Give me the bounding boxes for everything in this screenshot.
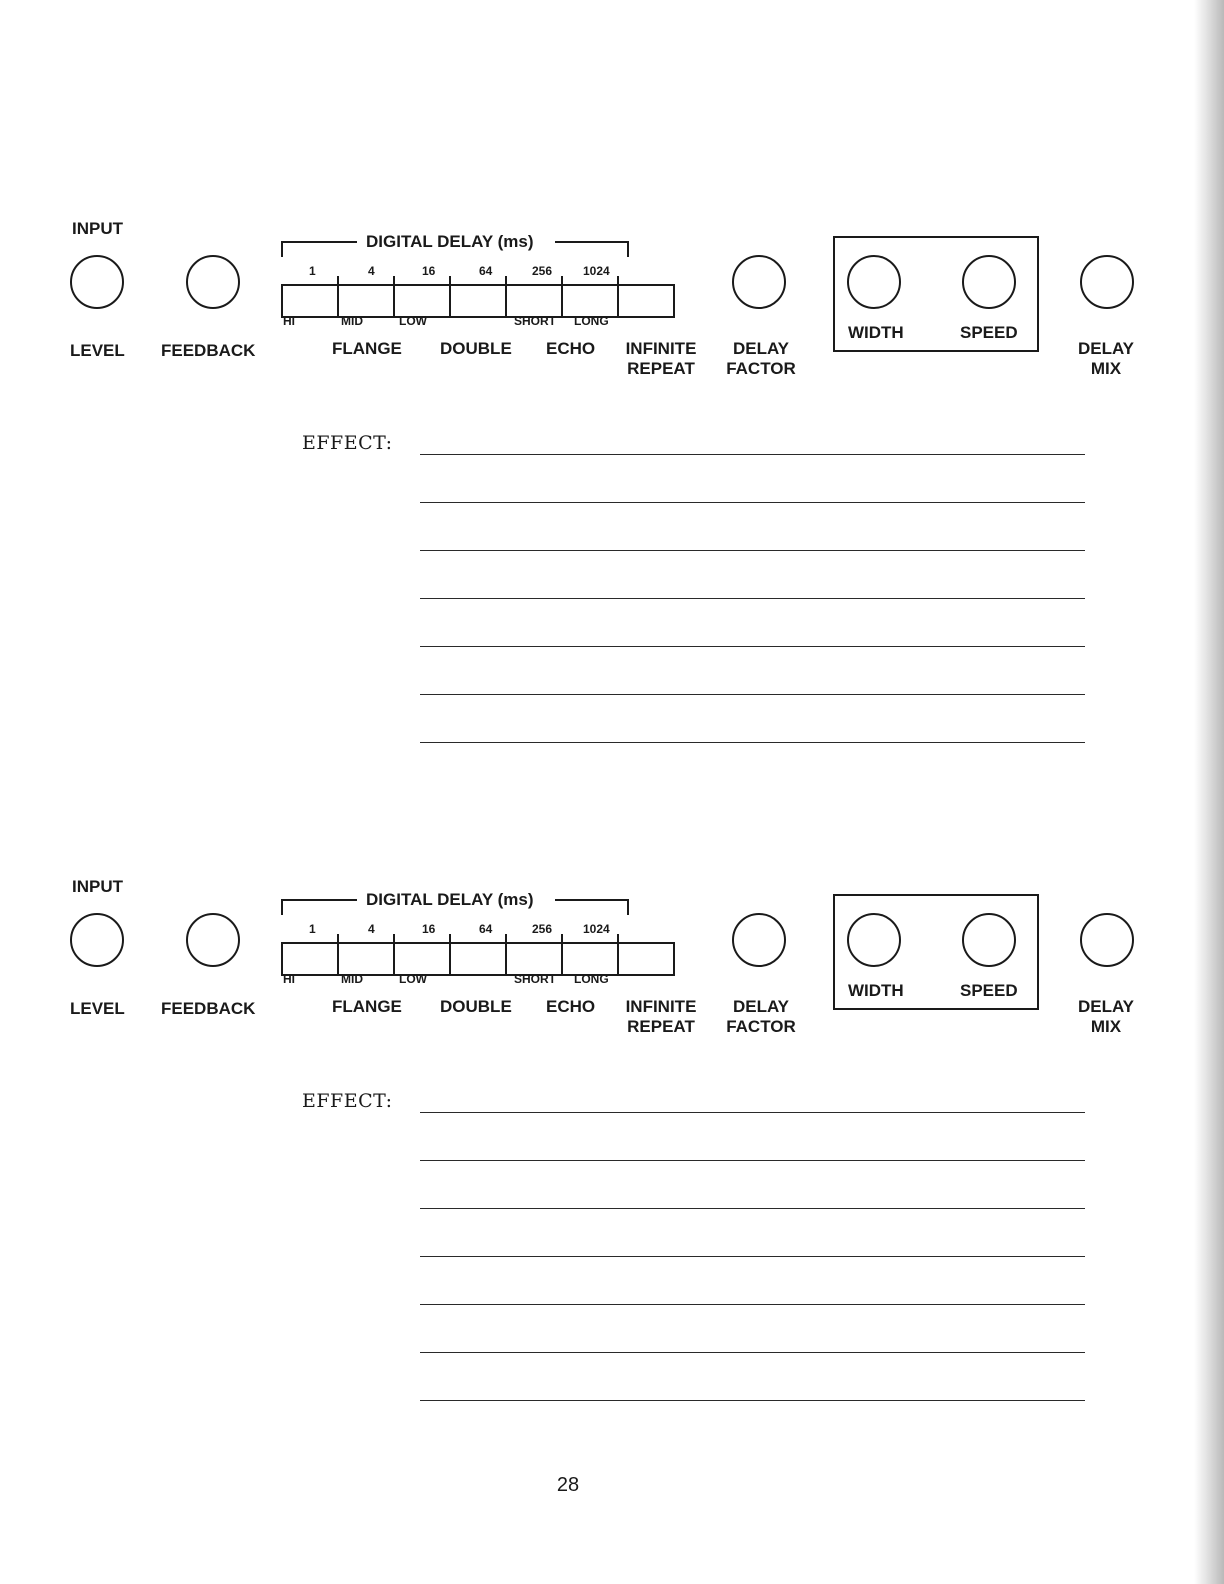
width-knob[interactable] <box>847 255 901 309</box>
delay-button[interactable] <box>619 944 675 974</box>
range-label-low: LOW <box>399 972 427 986</box>
digital-delay-title: DIGITAL DELAY (ms) <box>366 890 534 909</box>
effect-panel-2 <box>0 868 1224 1468</box>
feedback-label: FEEDBACK <box>161 341 256 360</box>
delay-value: 4 <box>368 922 375 936</box>
delay-button-bar <box>281 942 675 976</box>
effect-write-line[interactable] <box>420 502 1085 503</box>
delay-button[interactable] <box>283 286 339 316</box>
range-label-low: LOW <box>399 314 427 328</box>
effect-write-line[interactable] <box>420 694 1085 695</box>
delay-factor-knob[interactable] <box>732 255 786 309</box>
delay-button[interactable] <box>507 286 563 316</box>
range-label-hi: HI <box>283 972 295 986</box>
delay-value: 256 <box>532 922 553 936</box>
mode-label-echo: ECHO <box>546 339 596 358</box>
delay-value: 16 <box>422 922 436 936</box>
delay-button[interactable] <box>451 944 507 974</box>
infinite-repeat-label <box>616 997 706 1037</box>
delay-mix-knob[interactable] <box>1080 913 1134 967</box>
delay-button[interactable] <box>619 286 675 316</box>
effect-label: EFFECT: <box>302 1090 393 1112</box>
delay-button[interactable] <box>283 944 339 974</box>
effect-write-line[interactable] <box>420 742 1085 743</box>
delay-button[interactable] <box>507 944 563 974</box>
delay-mix-line1: DELAY <box>1077 997 1135 1016</box>
delay-value: 64 <box>479 264 493 278</box>
effect-panel-1 <box>0 210 1224 810</box>
effect-write-line[interactable] <box>420 646 1085 647</box>
mode-label-double: DOUBLE <box>440 339 512 358</box>
feedback-label: FEEDBACK <box>161 999 256 1018</box>
speed-label: SPEED <box>960 323 1018 342</box>
delay-mix-line2: MIX <box>1090 359 1122 378</box>
effect-write-line[interactable] <box>420 1112 1085 1113</box>
range-label-long: LONG <box>574 314 609 328</box>
infinite-repeat-label <box>616 339 706 379</box>
delay-bracket-left <box>281 241 357 257</box>
level-label: LEVEL <box>70 999 125 1018</box>
input-label: INPUT <box>72 877 123 896</box>
effect-write-line[interactable] <box>420 1400 1085 1401</box>
delay-value: 64 <box>479 922 493 936</box>
delay-button[interactable] <box>339 286 395 316</box>
delay-value: 16 <box>422 264 436 278</box>
effect-write-line[interactable] <box>420 1208 1085 1209</box>
range-label-long: LONG <box>574 972 609 986</box>
delay-button[interactable] <box>395 944 451 974</box>
delay-factor-knob[interactable] <box>732 913 786 967</box>
delay-mix-line2: MIX <box>1090 1017 1122 1036</box>
speed-label: SPEED <box>960 981 1018 1000</box>
delay-bracket-left <box>281 899 357 915</box>
range-label-hi: HI <box>283 314 295 328</box>
width-label: WIDTH <box>848 323 904 342</box>
range-label-mid: MID <box>341 972 363 986</box>
width-knob[interactable] <box>847 913 901 967</box>
mode-label-echo: ECHO <box>546 997 596 1016</box>
infinite-repeat-line1: INFINITE <box>625 339 697 358</box>
mode-label-double: DOUBLE <box>440 997 512 1016</box>
infinite-repeat-line2: REPEAT <box>627 1017 695 1036</box>
speed-knob[interactable] <box>962 255 1016 309</box>
delay-factor-line1: DELAY <box>732 339 790 358</box>
effect-write-line[interactable] <box>420 598 1085 599</box>
mode-label-flange: FLANGE <box>332 997 402 1016</box>
delay-factor-label <box>716 997 806 1037</box>
level-knob[interactable] <box>70 255 124 309</box>
level-label: LEVEL <box>70 341 125 360</box>
delay-factor-line2: FACTOR <box>726 359 796 378</box>
speed-knob[interactable] <box>962 913 1016 967</box>
delay-value: 1 <box>309 264 316 278</box>
effect-write-line[interactable] <box>420 1304 1085 1305</box>
delay-button[interactable] <box>451 286 507 316</box>
delay-bracket-right <box>555 899 629 915</box>
width-label: WIDTH <box>848 981 904 1000</box>
effect-write-line[interactable] <box>420 1352 1085 1353</box>
delay-button[interactable] <box>563 286 619 316</box>
input-label: INPUT <box>72 219 123 238</box>
infinite-repeat-line1: INFINITE <box>625 997 697 1016</box>
mode-label-flange: FLANGE <box>332 339 402 358</box>
infinite-repeat-line2: REPEAT <box>627 359 695 378</box>
delay-value: 4 <box>368 264 375 278</box>
delay-mix-knob[interactable] <box>1080 255 1134 309</box>
delay-button[interactable] <box>395 286 451 316</box>
feedback-knob[interactable] <box>186 913 240 967</box>
digital-delay-title: DIGITAL DELAY (ms) <box>366 232 534 251</box>
feedback-knob[interactable] <box>186 255 240 309</box>
delay-factor-label <box>716 339 806 379</box>
delay-button[interactable] <box>339 944 395 974</box>
delay-mix-label <box>1066 997 1146 1037</box>
delay-mix-line1: DELAY <box>1077 339 1135 358</box>
level-knob[interactable] <box>70 913 124 967</box>
range-label-short: SHORT <box>514 972 556 986</box>
range-label-mid: MID <box>341 314 363 328</box>
delay-factor-line1: DELAY <box>732 997 790 1016</box>
delay-button-bar <box>281 284 675 318</box>
delay-factor-line2: FACTOR <box>726 1017 796 1036</box>
page-number: 28 <box>556 1474 580 1496</box>
effect-write-line[interactable] <box>420 550 1085 551</box>
delay-mix-label <box>1066 339 1146 379</box>
range-label-short: SHORT <box>514 314 556 328</box>
effect-label: EFFECT: <box>302 432 393 454</box>
effect-write-line[interactable] <box>420 1160 1085 1161</box>
delay-value: 256 <box>532 264 553 278</box>
effect-write-line[interactable] <box>420 454 1085 455</box>
effect-write-line[interactable] <box>420 1256 1085 1257</box>
delay-value: 1 <box>309 922 316 936</box>
delay-button[interactable] <box>563 944 619 974</box>
delay-value: 1024 <box>583 922 610 936</box>
delay-bracket-right <box>555 241 629 257</box>
delay-value: 1024 <box>583 264 610 278</box>
